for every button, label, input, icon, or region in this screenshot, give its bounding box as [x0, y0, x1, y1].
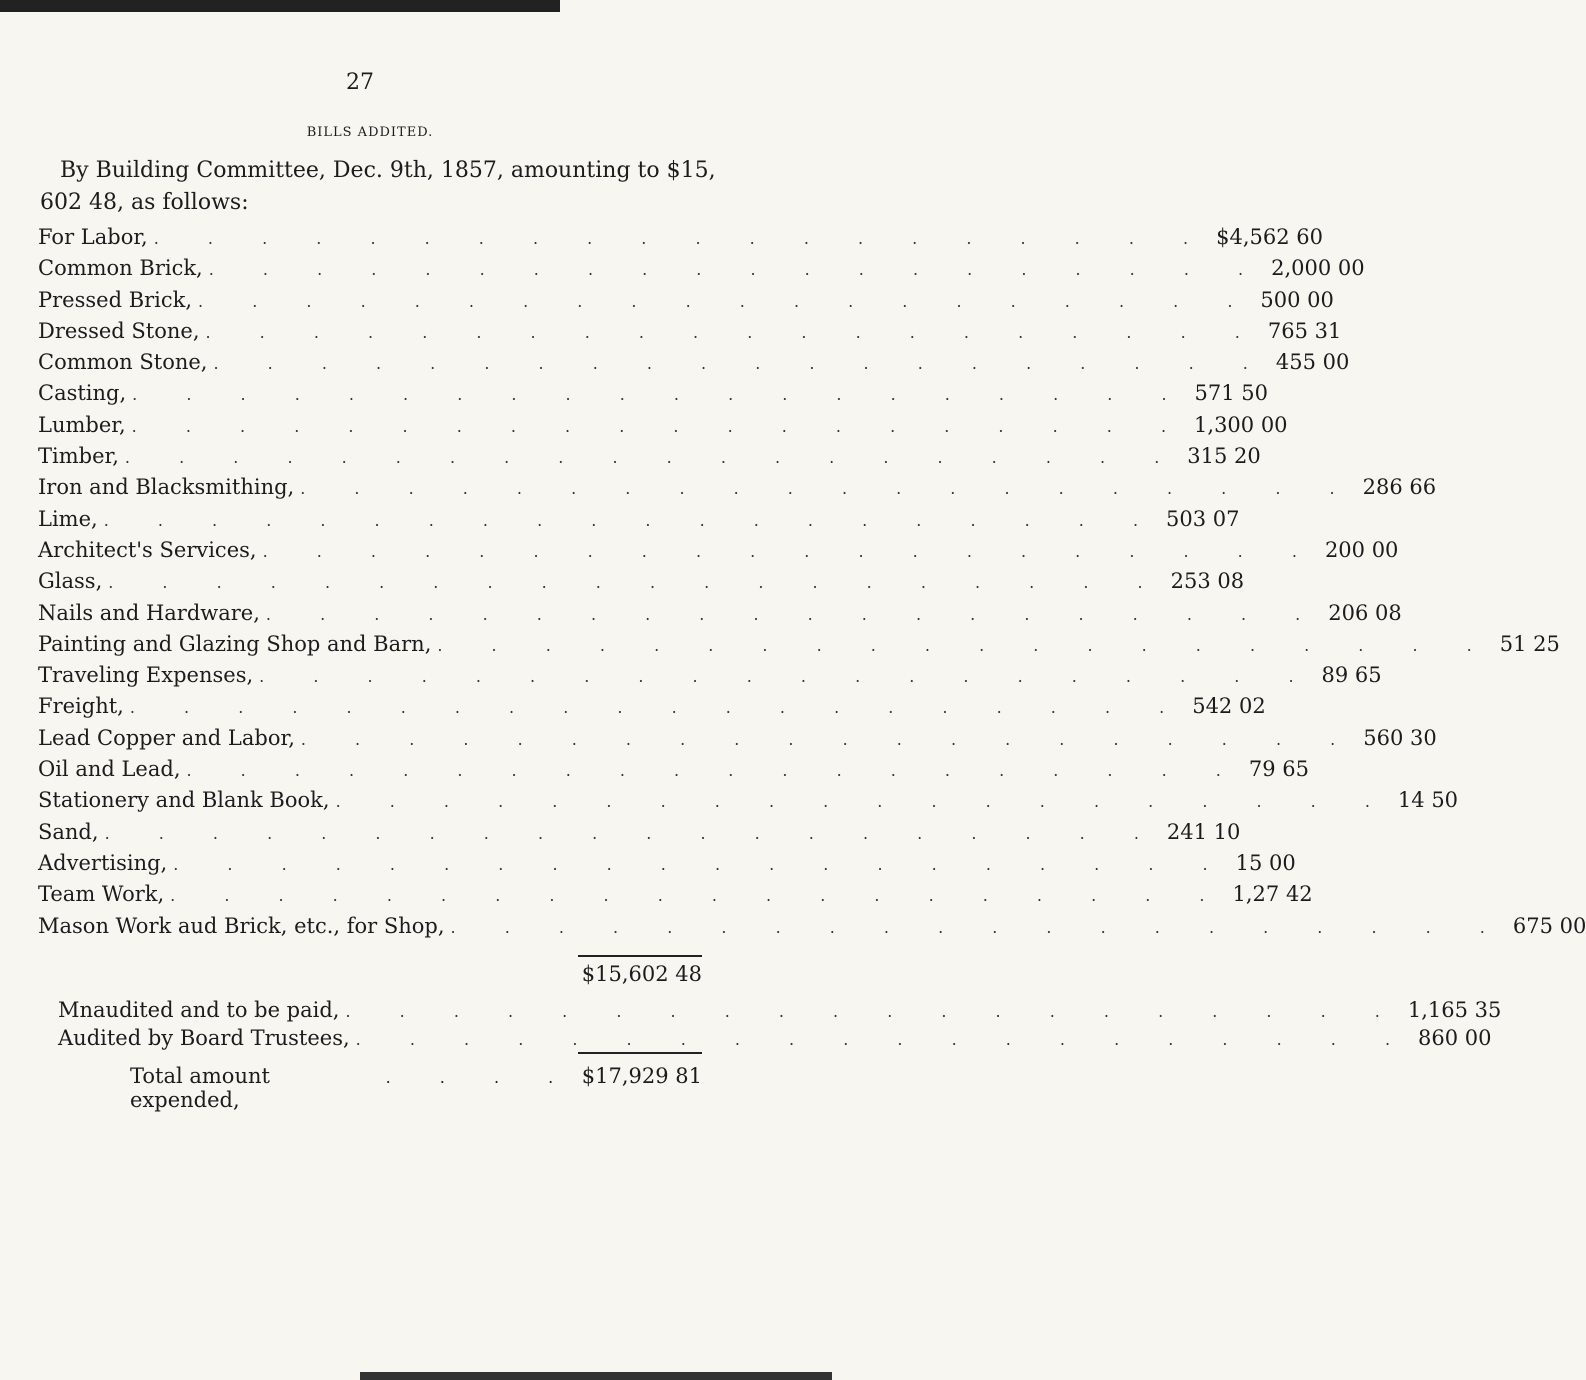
intro-paragraph	[40, 155, 720, 219]
intro-text: By Building Committee, Dec. 9th, 1857, amounting to $15, 602 48, as follows:	[40, 158, 716, 215]
expense-row	[38, 598, 1402, 629]
total-row	[130, 1064, 702, 1112]
dot-leader: . . . . . . . . . . . . . . . . . . . .	[450, 917, 1507, 937]
page-number: 27	[346, 70, 374, 95]
expense-label: Sand,	[38, 819, 99, 844]
expense-amount: 500 00	[1260, 287, 1334, 312]
expense-amount: 200 00	[1324, 537, 1399, 562]
dot-leader: . . . . . . . . . . . . . . . . . . . .	[265, 604, 1323, 624]
expense-amount: 1,300 00	[1194, 412, 1288, 437]
dot-leader: . . . . . . . . . . . . . . . . . . . .	[208, 260, 1266, 280]
expense-amount: 571 50	[1194, 381, 1269, 406]
expense-label: Nails and Hardware,	[38, 600, 260, 625]
dot-leader: . . . . . . . . . . . . . . . . . . . .	[186, 761, 1243, 781]
expense-row	[38, 817, 1241, 848]
dot-leader: . . . . . . . . . . . . . . . . . . . .	[132, 385, 1189, 405]
expense-amount: 89 65	[1321, 663, 1382, 688]
expense-amount: 542 02	[1192, 694, 1266, 719]
dot-leader: . . . . . . . . . . . . . . . . . . . .	[300, 729, 1358, 749]
dot-leader: . . . . . . . . . . . . . . . . . . . .	[131, 416, 1189, 436]
dot-leader: . . . . . . . . . . . . . . . . . . . .	[124, 448, 1182, 468]
expense-label: Traveling Expenses,	[38, 663, 254, 688]
expense-row	[38, 472, 1437, 503]
expense-label: Iron and Blacksmithing,	[38, 475, 295, 500]
expense-amount: 2,000 00	[1271, 256, 1365, 281]
dot-leader: . . . . . . . . . . . . . . . . . . . .	[108, 573, 1165, 593]
dot-leader: . . . . . . . . . . . . . . . . . . . .	[104, 823, 1161, 843]
bottom-edge-rule	[360, 1372, 832, 1380]
expense-label: Freight,	[38, 694, 124, 719]
expense-label: Team Work,	[38, 882, 165, 907]
expense-label: Dressed Stone,	[38, 318, 200, 343]
expense-amount: 14 50	[1397, 788, 1459, 813]
expense-label: Advertising,	[38, 850, 168, 875]
expense-row	[38, 691, 1266, 722]
expense-row	[38, 347, 1350, 378]
dot-leader: . . . . . . . . . . . . . . . . . . . .	[355, 1030, 1413, 1049]
expense-amount: 79 65	[1248, 757, 1309, 782]
dot-leader: . . . . . . . . . . . . . . . . . . . .	[205, 322, 1262, 342]
expense-label: Timber,	[38, 444, 119, 469]
expense-row	[38, 566, 1245, 597]
expense-list	[38, 222, 1586, 942]
expense-amount: 241 10	[1166, 819, 1241, 844]
expense-amount: 253 08	[1170, 569, 1245, 594]
expense-row	[58, 996, 1502, 1024]
expense-row	[38, 378, 1269, 409]
expense-row	[58, 1024, 1492, 1052]
dot-leader: . . . .	[385, 1068, 576, 1087]
dot-leader: . . . . . . . . . . . . . . . . . . . .	[153, 229, 1211, 248]
expense-row	[38, 535, 1399, 566]
expense-row	[38, 222, 1323, 253]
expense-row	[38, 316, 1342, 347]
expense-amount: 206 08	[1328, 600, 1402, 625]
expense-row	[38, 911, 1586, 942]
expense-label: Casting,	[38, 381, 127, 406]
expense-amount: $4,562 60	[1216, 225, 1323, 249]
expense-label: Mason Work aud Brick, etc., for Shop,	[38, 913, 445, 938]
expense-row	[38, 410, 1288, 441]
dot-leader: . . . . . . . . . . . . . . . . . . . .	[173, 854, 1230, 874]
expense-label: Stationery and Blank Book,	[38, 788, 330, 813]
expense-amount: 455 00	[1275, 350, 1350, 375]
expense-row	[38, 253, 1365, 284]
expense-label: Oil and Lead,	[38, 757, 181, 782]
dot-leader: . . . . . . . . . . . . . . . . . . . .	[129, 698, 1187, 718]
expense-label: Lumber,	[38, 412, 126, 437]
expense-row	[38, 441, 1261, 472]
dot-leader: . . . . . . . . . . . . . . . . . . . .	[345, 1002, 1402, 1021]
additional-list	[58, 996, 1502, 1052]
total-rule	[578, 1052, 702, 1054]
expense-row	[38, 754, 1309, 785]
subtotal-amount: $15,602 48	[581, 962, 702, 986]
expense-amount: 675 00	[1512, 913, 1586, 938]
expense-row	[38, 285, 1334, 316]
dot-leader: . . . . . . . . . . . . . . . . . . . .	[198, 291, 1255, 311]
expense-row	[38, 879, 1313, 910]
expense-row	[38, 629, 1560, 660]
expense-amount: 860 00	[1418, 1026, 1492, 1050]
expense-amount: 15 00	[1235, 850, 1296, 875]
expense-amount: 1,165 35	[1407, 998, 1502, 1022]
dot-leader: . . . . . . . . . . . . . . . . . . . .	[300, 479, 1357, 499]
total-label: Total amount expended,	[130, 1064, 270, 1112]
dot-leader: . . . . . . . . . . . . . . . . . . . .	[437, 635, 1494, 655]
expense-amount: 315 20	[1187, 444, 1261, 469]
dot-leader: . . . . . . . . . . . . . . . . . . . .	[262, 541, 1319, 561]
dot-leader: . . . . . . . . . . . . . . . . . . . .	[259, 667, 1316, 687]
top-edge-rule	[0, 0, 560, 12]
expense-amount: 1,27 42	[1232, 882, 1313, 907]
subtotal-rule	[578, 955, 702, 957]
section-heading: BILLS ADDITED.	[306, 125, 434, 140]
expense-label: Pressed Brick,	[38, 287, 193, 312]
expense-amount: 503 07	[1166, 506, 1240, 531]
expense-amount: 51 25	[1499, 631, 1560, 656]
expense-row	[38, 660, 1382, 691]
expense-row	[38, 848, 1296, 879]
expense-label: Audited by Board Trustees,	[58, 1026, 350, 1050]
expense-label: Common Stone,	[38, 350, 208, 375]
expense-label: Lime,	[38, 506, 98, 531]
expense-amount: 560 30	[1363, 725, 1437, 750]
expense-row	[38, 504, 1240, 535]
expense-amount: 765 31	[1267, 318, 1342, 343]
expense-label: Glass,	[38, 569, 103, 594]
expense-row	[38, 785, 1459, 816]
dot-leader: . . . . . . . . . . . . . . . . . . . .	[213, 354, 1270, 374]
expense-label: Mnaudited and to be paid,	[58, 998, 340, 1022]
expense-label: Lead Copper and Labor,	[38, 725, 295, 750]
expense-label: Common Brick,	[38, 256, 203, 281]
expense-row	[38, 723, 1437, 754]
expense-label: Painting and Glazing Shop and Barn,	[38, 631, 432, 656]
expense-label: For Labor,	[38, 225, 148, 249]
expense-label: Architect's Services,	[38, 537, 257, 562]
dot-leader: . . . . . . . . . . . . . . . . . . . .	[103, 510, 1161, 530]
dot-leader: . . . . . . . . . . . . . . . . . . . .	[335, 792, 1392, 812]
dot-leader: . . . . . . . . . . . . . . . . . . . .	[170, 886, 1227, 906]
expense-amount: 286 66	[1362, 475, 1437, 500]
total-amount: $17,929 81	[581, 1064, 702, 1088]
